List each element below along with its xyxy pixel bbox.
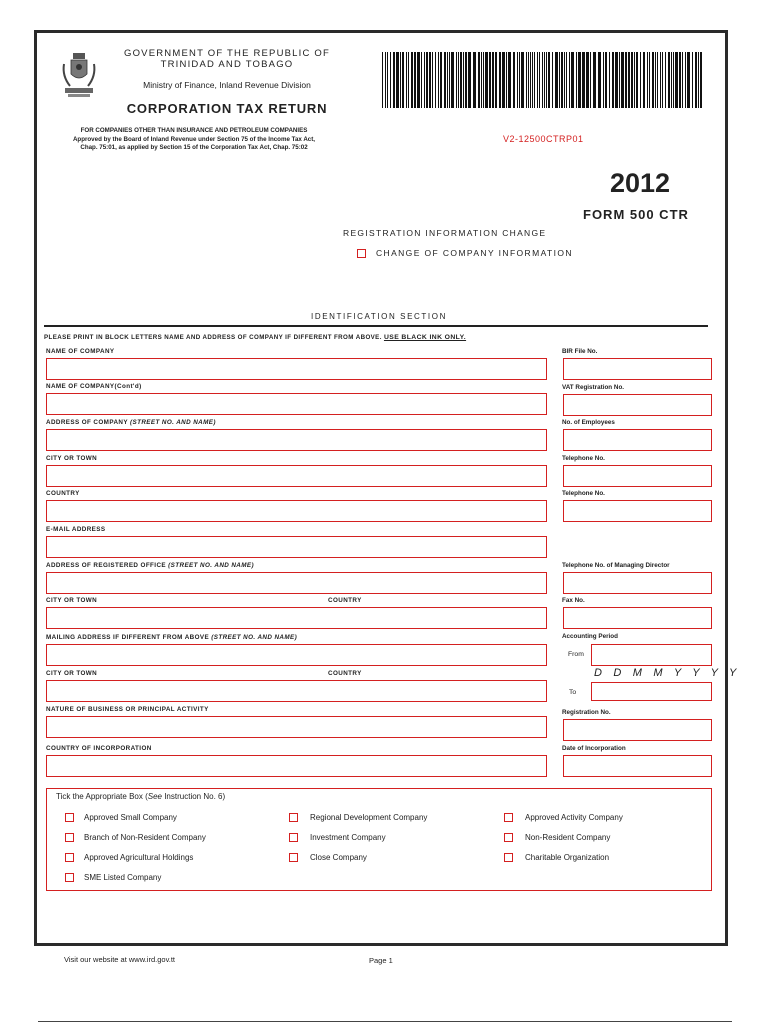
registration-info-change-heading: REGISTRATION INFORMATION CHANGE [343,228,547,238]
registration-no-field[interactable] [563,719,712,741]
mailing-address-hint: (STREET NO. AND NAME) [211,634,298,641]
city-or-town-field[interactable] [46,465,547,487]
mailing-city-country-field[interactable] [46,680,547,702]
address-of-company-field[interactable] [46,429,547,451]
registration-no-label: Registration No. [562,709,611,716]
government-line-1: GOVERNMENT OF THE REPUBLIC OF [124,48,330,59]
nature-of-business-label: NATURE OF BUSINESS OR PRINCIPAL ACTIVITY [46,706,209,713]
registered-city-country-field[interactable] [46,607,547,629]
name-of-company-field[interactable] [46,358,547,380]
telephone-md-field[interactable] [563,572,712,594]
charitable-organization-label: Charitable Organization [525,853,610,862]
telephone-1-field[interactable] [563,465,712,487]
tax-year: 2012 [610,168,671,198]
section-divider [44,325,708,327]
vat-registration-label: VAT Registration No. [562,384,625,391]
approved-small-company-label: Approved Small Company [84,813,177,822]
form-name: FORM 500 CTR [583,207,689,222]
form-note [44,127,344,153]
charitable-organization-checkbox[interactable] [504,853,513,862]
nature-of-business-field[interactable] [46,716,547,738]
barcode-icon [382,52,704,108]
note-line-2: Approved by the Board of Inland Revenue under Section 75 of the Income Tax Act, [72,135,316,143]
period-from-field[interactable] [591,644,712,666]
bir-file-field[interactable] [563,358,712,380]
registered-office-text: ADDRESS OF REGISTERED OFFICE [46,562,167,569]
form-title: CORPORATION TAX RETURN [126,101,328,116]
company-type-title [56,792,225,801]
approved-small-company-checkbox[interactable] [65,813,74,822]
government-heading [108,48,346,70]
investment-company-checkbox[interactable] [289,833,298,842]
sme-listed-checkbox[interactable] [65,873,74,882]
non-resident-company-label: Non-Resident Company [525,833,611,842]
website-footer: Visit our website at www.ird.gov.tt [64,955,176,964]
city-or-town-3-label: CITY OR TOWN [46,670,98,677]
print-instruction [44,334,466,341]
government-line-2: TRINIDAD AND TOBAGO [160,59,294,70]
instruction-emphasis: USE BLACK INK ONLY. [383,334,467,341]
country-field[interactable] [46,500,547,522]
coat-of-arms-icon [60,50,98,100]
name-of-company-contd-label: NAME OF COMPANY(Cont'd) [46,383,142,390]
city-or-town-2-label: CITY OR TOWN [46,597,98,604]
note-line-1: FOR COMPANIES OTHER THAN INSURANCE AND PETROLEUM COMPANIES [80,127,308,134]
country-2-label: COUNTRY [328,597,362,604]
mailing-address-field[interactable] [46,644,547,666]
non-resident-company-checkbox[interactable] [504,833,513,842]
telephone-1-label: Telephone No. [562,455,605,462]
email-label: E-MAIL ADDRESS [46,526,106,533]
name-of-company-contd-field[interactable] [46,393,547,415]
ministry-text: Ministry of Finance, Inland Revenue Division [143,80,311,90]
country-of-incorporation-label: COUNTRY OF INCORPORATION [46,745,152,752]
country-3-label: COUNTRY [328,670,362,677]
change-company-info-label: CHANGE OF COMPANY INFORMATION [376,248,573,258]
fax-field[interactable] [563,607,712,629]
approved-agricultural-label: Approved Agricultural Holdings [84,853,194,862]
email-field[interactable] [46,536,547,558]
city-or-town-label: CITY OR TOWN [46,455,98,462]
telephone-2-label: Telephone No. [562,490,605,497]
country-label: COUNTRY [46,490,80,497]
date-format-hint: D D M M Y Y Y Y [594,667,741,679]
employees-label: No. of Employees [562,419,615,426]
tick-title-suffix: Instruction No. 6) [161,792,226,801]
registered-office-hint: (STREET NO. AND NAME) [168,562,254,569]
bir-file-label: BIR File No. [562,348,598,355]
country-of-incorporation-field[interactable] [46,755,547,777]
telephone-2-field[interactable] [563,500,712,522]
approved-agricultural-checkbox[interactable] [65,853,74,862]
employees-field[interactable] [563,429,712,451]
regional-development-label: Regional Development Company [310,813,428,822]
approved-activity-label: Approved Activity Company [525,813,623,822]
address-of-company-label [46,419,216,426]
page-number: Page 1 [369,956,393,965]
registered-office-label [46,562,254,569]
approved-activity-checkbox[interactable] [504,813,513,822]
from-label: From [568,651,584,658]
tick-title-italic: See [147,792,162,801]
branch-non-resident-checkbox[interactable] [65,833,74,842]
instruction-text: PLEASE PRINT IN BLOCK LETTERS NAME AND ADDRESS OF COMPANY IF DIFFERENT FROM ABOVE. [44,334,382,341]
close-company-checkbox[interactable] [289,853,298,862]
accounting-period-label: Accounting Period [562,633,618,640]
note-line-3: Chap. 75:01, as applied by Section 15 of the Corporation Tax Act, Chap. 75:02 [80,144,308,151]
identification-section-title: IDENTIFICATION SECTION [311,312,447,321]
to-label: To [569,689,577,696]
address-of-company-text: ADDRESS OF COMPANY [46,419,128,426]
date-of-incorporation-field[interactable] [563,755,712,777]
form-code: V2-12500CTRP01 [503,134,584,144]
fax-label: Fax No. [562,597,585,604]
mailing-address-text: MAILING ADDRESS IF DIFFERENT FROM ABOVE [46,634,210,641]
telephone-md-label: Telephone No. of Managing Director [562,562,670,569]
close-company-label: Close Company [310,853,367,862]
sme-listed-label: SME Listed Company [84,873,162,882]
address-of-company-hint: (STREET NO. AND NAME) [130,419,216,426]
vat-registration-field[interactable] [563,394,712,416]
tick-title-prefix: Tick the Appropriate Box ( [56,792,148,801]
branch-non-resident-label: Branch of Non-Resident Company [84,833,206,842]
regional-development-checkbox[interactable] [289,813,298,822]
change-company-info-checkbox[interactable] [357,249,366,258]
bottom-divider [38,1021,732,1022]
period-to-field[interactable] [591,682,712,701]
mailing-address-label [46,634,297,641]
date-of-incorporation-label: Date of Incorporation [562,745,626,752]
investment-company-label: Investment Company [310,833,386,842]
name-of-company-label: NAME OF COMPANY [46,348,115,355]
registered-office-field[interactable] [46,572,547,594]
